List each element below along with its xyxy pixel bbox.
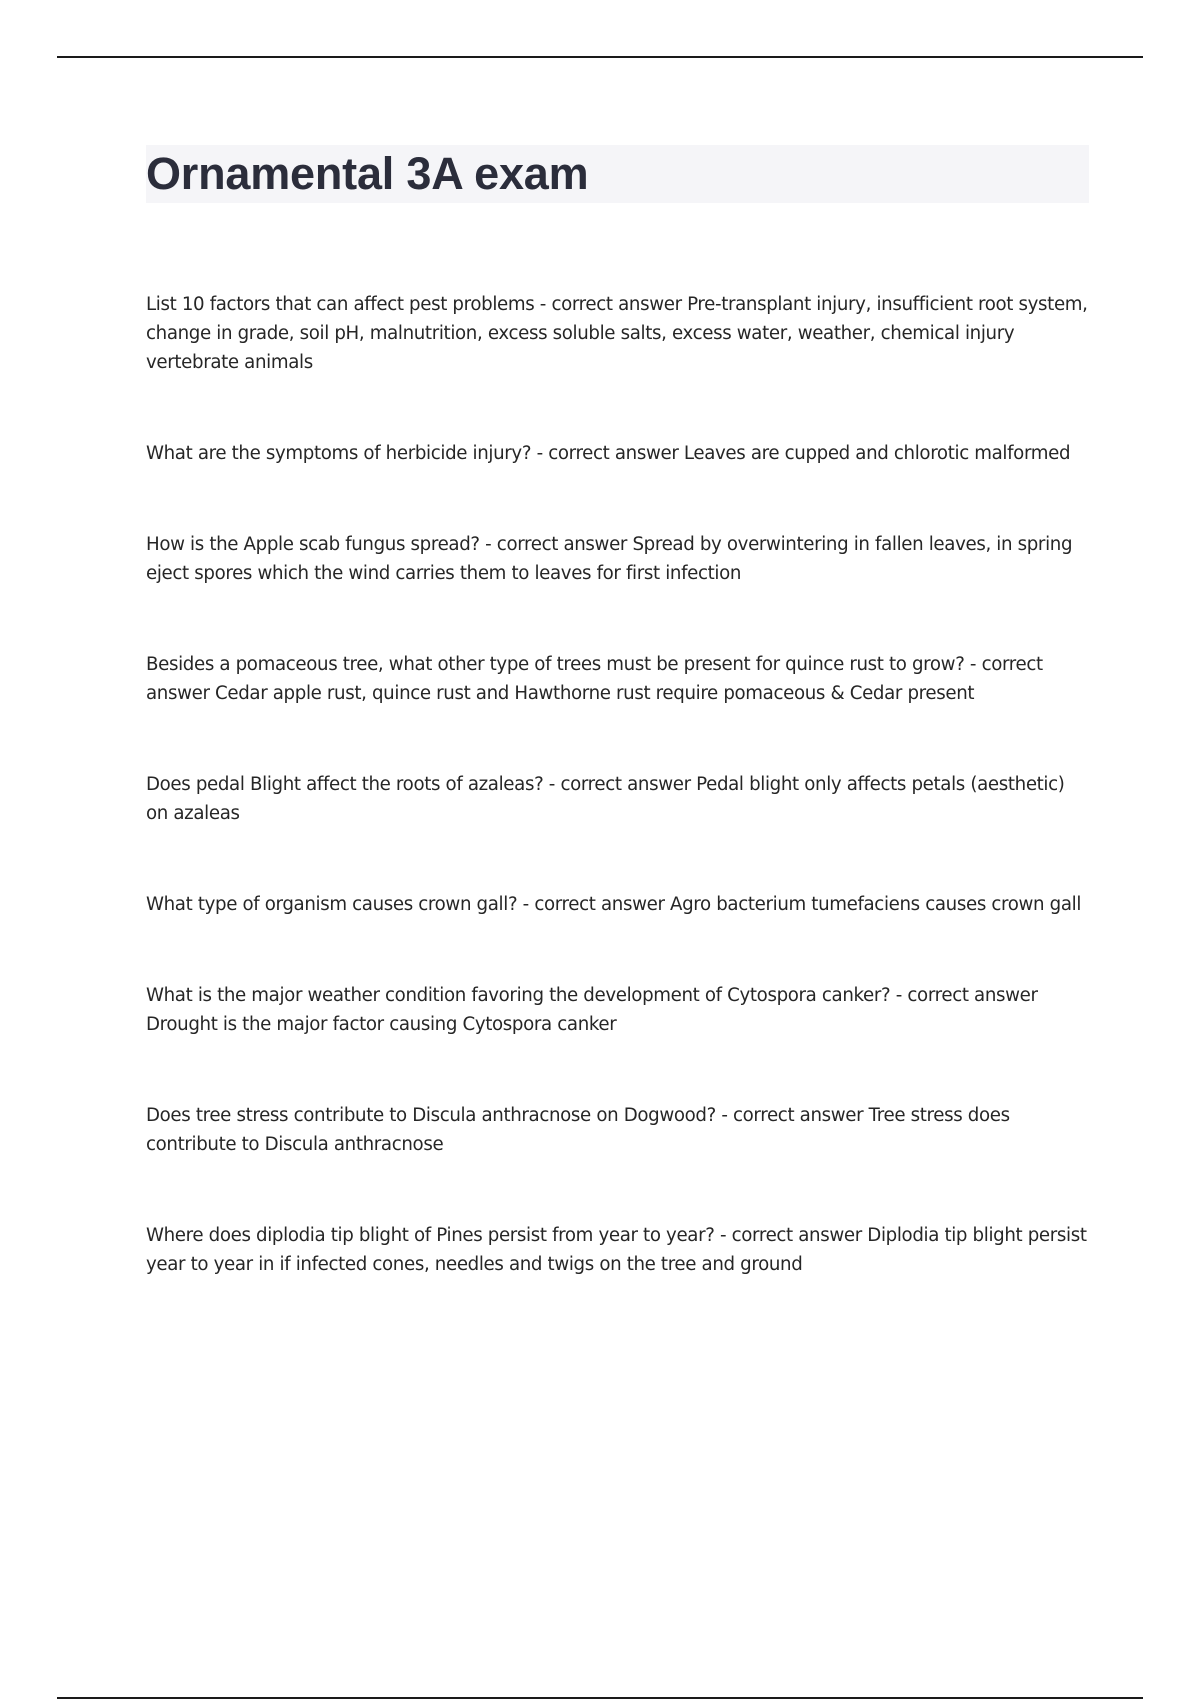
qa-item: Besides a pomaceous tree, what other type of trees must be present for quince rust to grow? - correct answer Cedar apple rust, quince rust and Hawthorne rust require pomaceous & Cedar present — [146, 654, 1043, 704]
top-divider — [57, 56, 1143, 58]
bottom-divider — [57, 1697, 1143, 1699]
qa-item: Does pedal Blight affect the roots of azaleas? - correct answer Pedal blight only affects petals (aesthetic) on azaleas — [146, 774, 1065, 824]
qa-item: What type of organism causes crown gall? - correct answer Agro bacterium tumefaciens causes crown gall — [146, 894, 1082, 915]
qa-item: What is the major weather condition favoring the development of Cytospora canker? - correct answer Drought is the major factor causing Cytospora canker — [146, 985, 1038, 1035]
qa-list — [146, 290, 1091, 1341]
page-title: Ornamental 3A exam — [146, 148, 589, 199]
qa-item: How is the Apple scab fungus spread? - correct answer Spread by overwintering in fallen leaves, in spring eject spores which the wind carries them to leaves for first infection — [146, 534, 1073, 584]
qa-item: What are the symptoms of herbicide injury? - correct answer Leaves are cupped and chlorotic malformed — [146, 443, 1071, 464]
qa-item: Does tree stress contribute to Discula anthracnose on Dogwood? - correct answer Tree stress does contribute to Discula anthracnose — [146, 1105, 1010, 1155]
qa-item: Where does diplodia tip blight of Pines persist from year to year? - correct answer Diplodia tip blight persist year to year in if infected cones, needles and twigs on the tree and ground — [146, 1225, 1087, 1275]
qa-item: List 10 factors that can affect pest problems - correct answer Pre-transplant injury, insufficient root system, change in grade, soil pH, malnutrition, excess soluble salts, excess water, weather, chemical injury vertebrate animals — [146, 294, 1088, 373]
